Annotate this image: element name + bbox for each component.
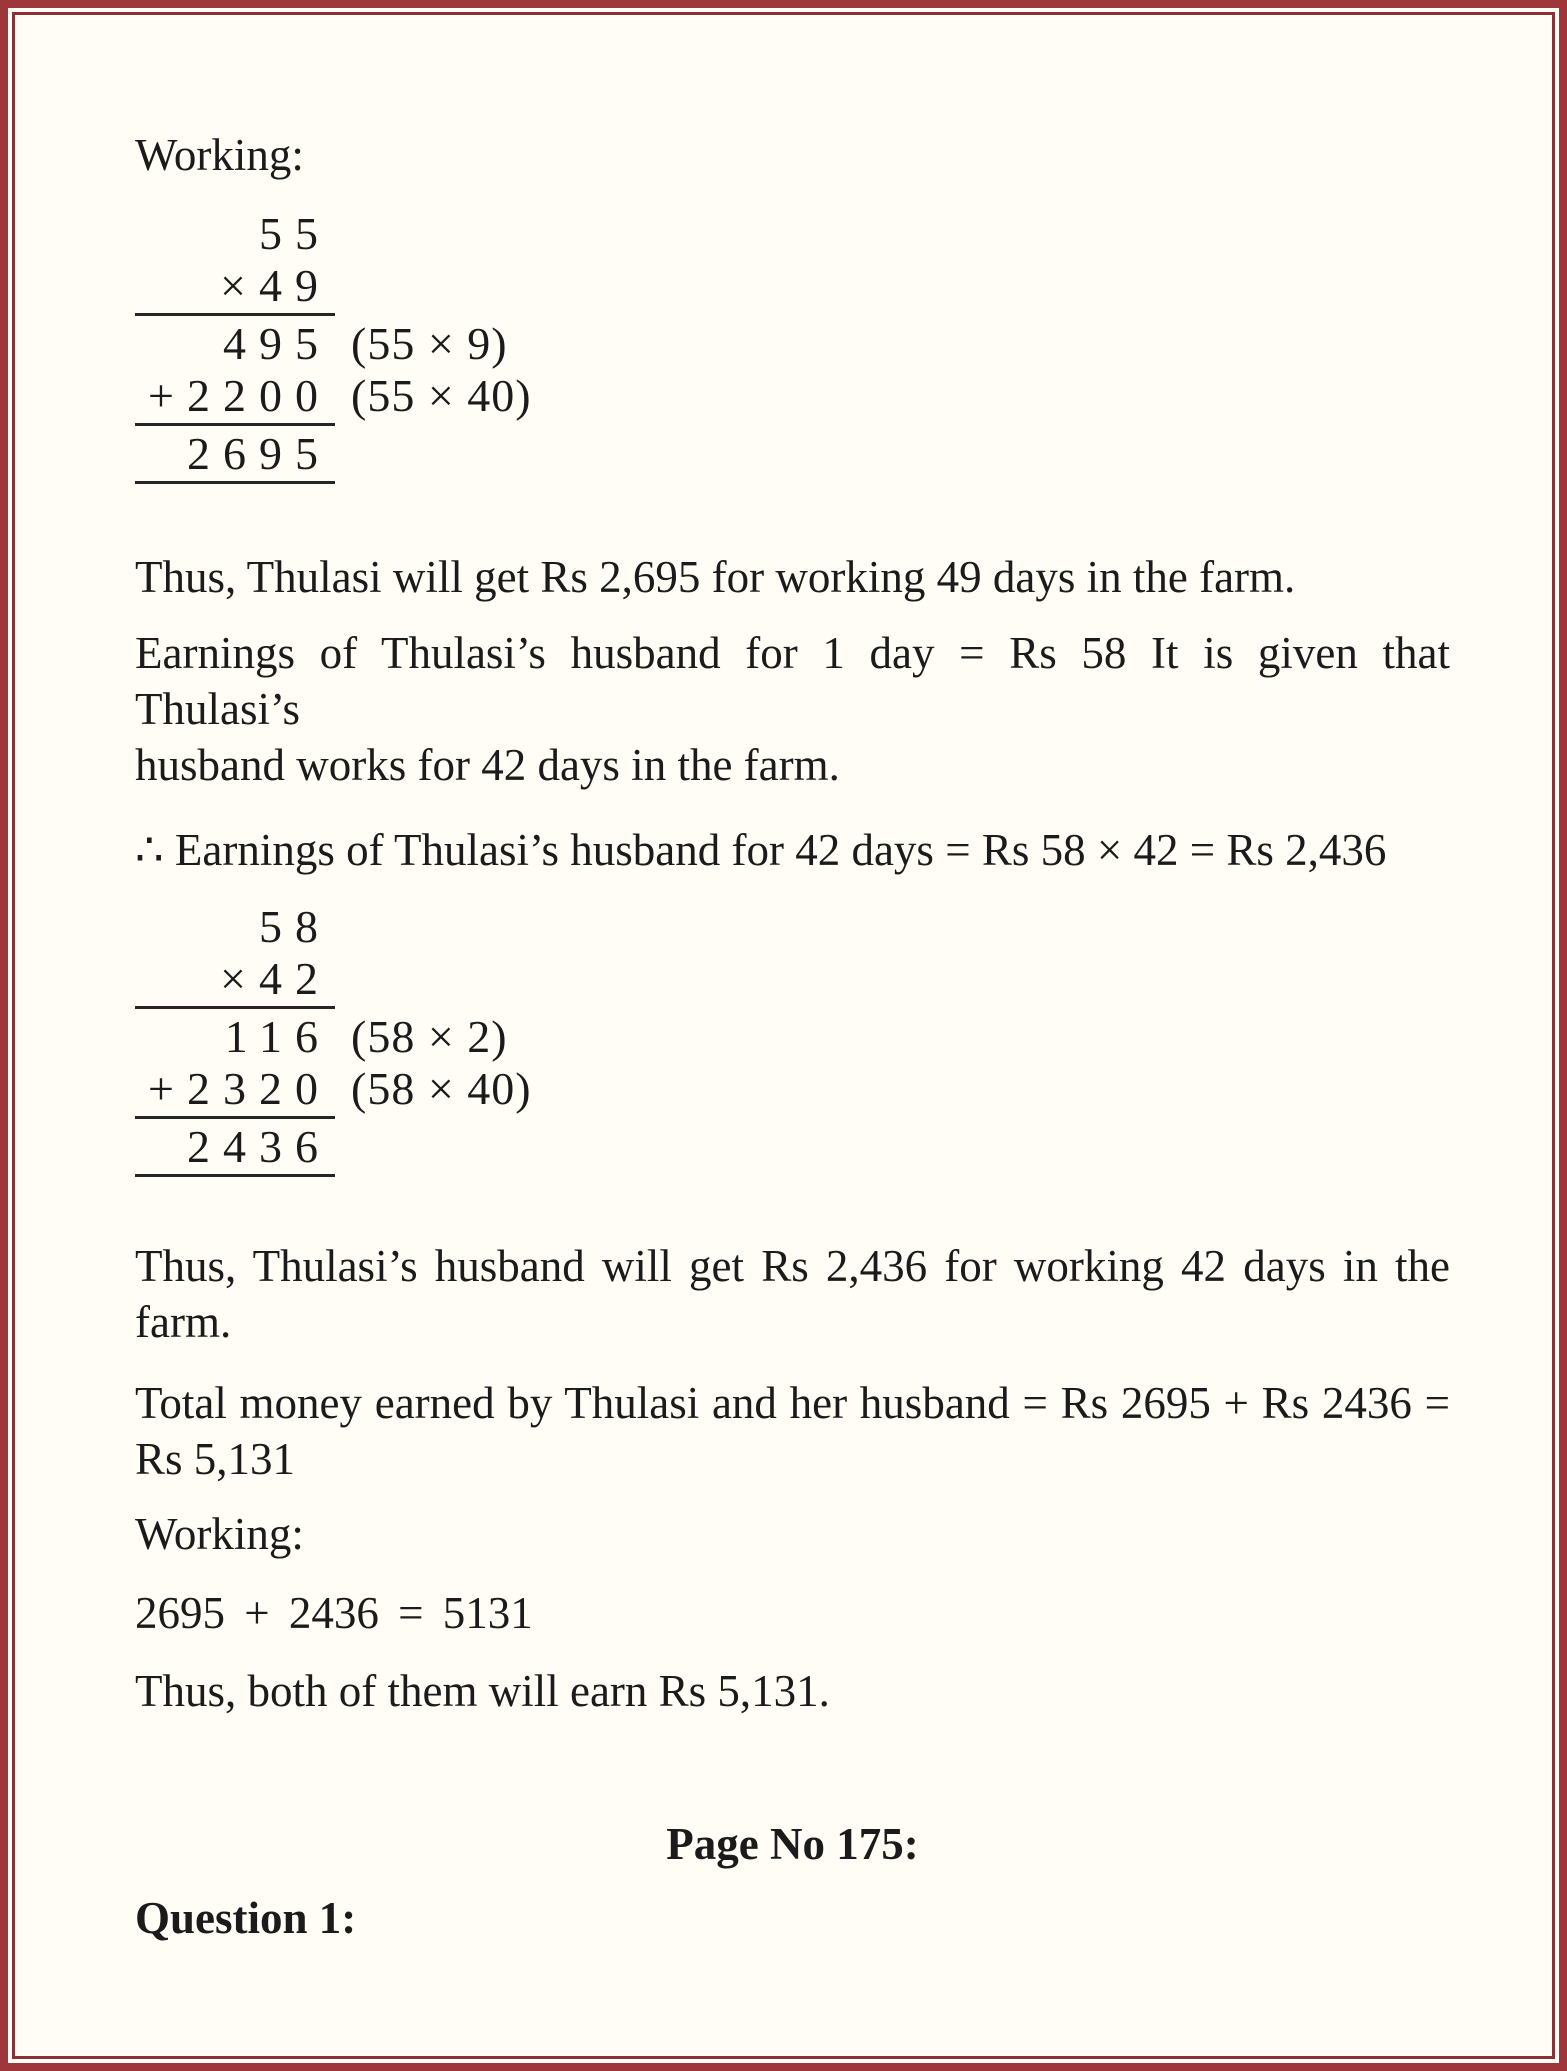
working-heading-1: Working:: [135, 130, 304, 180]
mult1-multiplier-row: [135, 260, 1450, 312]
para-husband-result-line1: Thus, Thulasi’s husband will get Rs 2,436 for working 42 days in the: [135, 1241, 1450, 1291]
para-husband-earnings: [135, 625, 1450, 793]
mult1-multiplicand-row: [135, 208, 1450, 260]
working-heading-2: Working:: [135, 1509, 304, 1559]
mult1-rule-1: [135, 313, 335, 316]
mult1-multiplier: ×49: [220, 260, 331, 311]
para-husband-result-line2: farm.: [135, 1297, 232, 1347]
para-husband-earnings-line2: husband works for 42 days in the farm.: [135, 740, 840, 790]
mult1-partial2: +2200: [148, 370, 331, 421]
mult2-rule-3: [135, 1174, 335, 1177]
mult1-partial1: 495: [223, 318, 331, 369]
para-conclusion: Thus, both of them will earn Rs 5,131.: [135, 1666, 830, 1716]
mult1-rule-3: [135, 481, 335, 484]
para-total-money-line1: Total money earned by Thulasi and her husband = Rs 2695 + Rs 2436 =: [135, 1378, 1450, 1428]
mult1-rule-2: [135, 423, 335, 426]
para-husband-earnings-line1: Earnings of Thulasi’s husband for 1 day = Rs 58 It is given that Thulasi’s: [135, 628, 1450, 734]
mult2-result-row: [135, 1121, 1450, 1173]
multiplication-working-1: [135, 208, 1450, 484]
mult1-partial2-note: (55 × 40): [351, 370, 532, 421]
mult2-result: 2436: [187, 1121, 331, 1172]
addition-equation: 2695 + 2436 = 5131: [135, 1588, 533, 1638]
mult2-partial2: +2320: [148, 1063, 331, 1114]
para-total-money: [135, 1375, 1450, 1487]
para-thulasi-result: Thus, Thulasi will get Rs 2,695 for working 49 days in the farm.: [135, 552, 1296, 602]
para-therefore: ∴ Earnings of Thulasi’s husband for 42 days = Rs 58 × 42 = Rs 2,436: [135, 825, 1387, 875]
mult2-rule-1: [135, 1006, 335, 1009]
mult2-multiplicand: 58: [259, 901, 331, 952]
document-page: [12, 12, 1555, 2059]
multiplication-working-2: [135, 901, 1450, 1177]
mult2-partial1-note: (58 × 2): [351, 1011, 508, 1062]
mult2-rule-2: [135, 1116, 335, 1119]
mult1-partial1-row: [135, 318, 1450, 370]
mult1-multiplicand: 55: [259, 208, 331, 259]
mult2-partial2-row: [135, 1063, 1450, 1115]
mult2-multiplier-row: [135, 953, 1450, 1005]
mult2-multiplicand-row: [135, 901, 1450, 953]
mult1-result-row: [135, 428, 1450, 480]
question-heading: Question 1:: [135, 1893, 357, 1943]
mult2-partial1-row: [135, 1011, 1450, 1063]
mult1-partial1-note: (55 × 9): [351, 318, 508, 369]
page-number-heading: Page No 175:: [666, 1819, 919, 1869]
document-content: [15, 15, 1552, 1946]
mult2-partial1: 116: [224, 1011, 331, 1062]
para-husband-result: [135, 1238, 1450, 1350]
mult1-partial2-row: [135, 370, 1450, 422]
mult1-result: 2695: [187, 428, 331, 479]
mult2-multiplier: ×42: [220, 953, 331, 1004]
para-total-money-line2: Rs 5,131: [135, 1434, 296, 1484]
mult2-partial2-note: (58 × 40): [351, 1063, 532, 1114]
